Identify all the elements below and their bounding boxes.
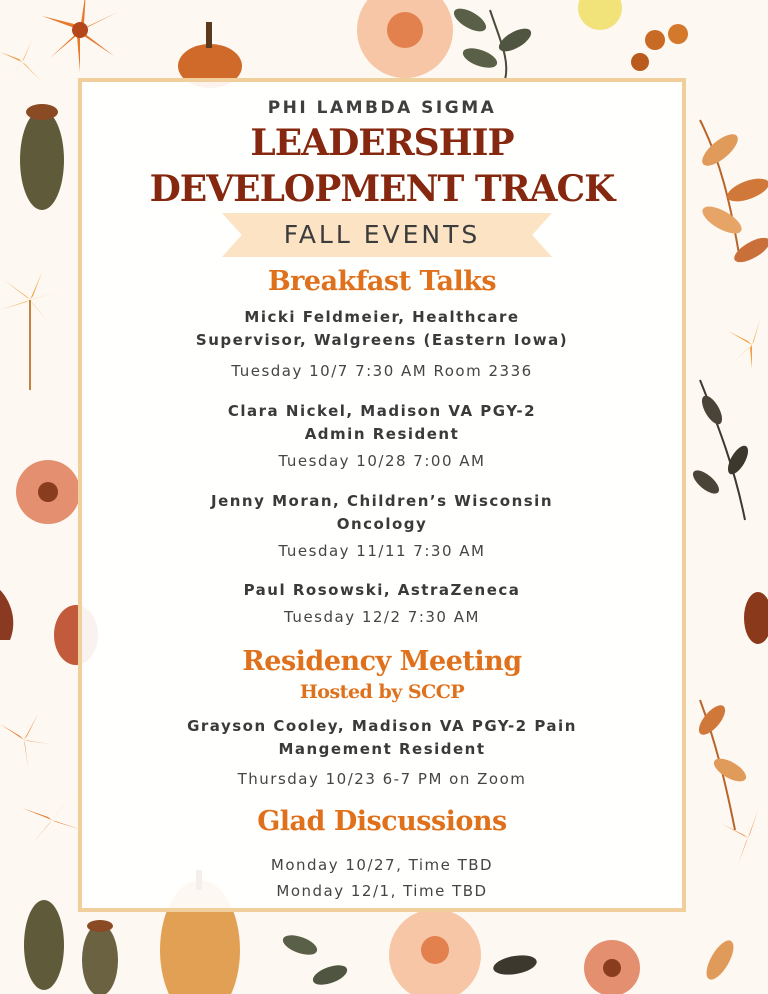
leaf-branch-icon: [492, 952, 538, 977]
orange-leaf-branch-icon: [697, 120, 768, 267]
speaker-1-line-2: Supervisor, Walgreens (Eastern Iowa): [195, 331, 569, 349]
speaker-1-line-1: Micki Feldmeier, Healthcare: [244, 308, 520, 326]
orange-flower-icon: [0, 272, 58, 390]
berries-icon: [578, 0, 688, 71]
pink-flower-icon: [584, 940, 640, 994]
orange-flower-icon: [722, 810, 768, 864]
orange-flower-icon: [42, 0, 118, 72]
residency-meeting-heading: Residency Meeting: [242, 646, 522, 677]
residency-speaker-line-1: Grayson Cooley, Madison VA PGY-2 Pain: [187, 717, 577, 735]
acorn-icon: [20, 104, 64, 210]
title-line-2: DEVELOPMENT TRACK: [149, 168, 615, 210]
speaker-1: [82, 306, 682, 352]
orange-leaf-branch-icon: [701, 936, 739, 983]
orange-flower-icon: [728, 319, 760, 369]
speaker-2-line-1: Clara Nickel, Madison VA PGY-2: [227, 402, 537, 420]
residency-speaker: [82, 715, 682, 761]
orange-leaf-branch-icon: [694, 700, 749, 830]
title-line-1: LEADERSHIP: [250, 122, 514, 164]
speaker-2: [82, 400, 682, 446]
event-panel: [78, 78, 686, 912]
talk-2-time: Tuesday 10/28 7:00 AM: [278, 452, 486, 470]
speaker-2-line-2: Admin Resident: [304, 425, 460, 443]
orange-flower-icon: [22, 794, 82, 844]
residency-time: Thursday 10/23 6-7 PM on Zoom: [237, 770, 527, 788]
speaker-4: Paul Rosowski, AstraZeneca: [243, 581, 521, 599]
leaf-branch-icon: [450, 4, 534, 80]
org-name: PHI LAMBDA SIGMA: [267, 98, 497, 118]
orange-flower-icon: [0, 40, 40, 82]
ribbon-label: FALL EVENTS: [283, 220, 481, 249]
dark-leaf-branch-icon: [689, 380, 752, 520]
residency-speaker-line-2: Mangement Resident: [278, 740, 486, 758]
residency-meeting-subheading: Hosted by SCCP: [299, 681, 465, 703]
rose-icon: [389, 909, 481, 994]
orange-flower-icon: [0, 714, 50, 768]
speaker-3: [82, 490, 682, 536]
talk-1-time: Tuesday 10/7 7:30 AM Room 2336: [231, 362, 533, 380]
leaf-branch-icon: [280, 931, 349, 988]
glad-discussions-heading: Glad Discussions: [257, 806, 507, 837]
glad-date-1: Monday 10/27, Time TBD: [270, 856, 494, 874]
acorn-icon: [24, 900, 118, 994]
pinecone-icon: [744, 592, 768, 644]
speaker-3-line-2: Oncology: [336, 515, 428, 533]
speaker-3-line-1: Jenny Moran, Children’s Wisconsin: [210, 492, 553, 510]
page-title: [82, 120, 682, 212]
talk-4-time: Tuesday 12/2 7:30 AM: [284, 608, 480, 626]
pink-flower-icon: [16, 460, 80, 524]
breakfast-talks-heading: Breakfast Talks: [267, 266, 497, 297]
rose-icon: [357, 0, 453, 78]
talk-3-time: Tuesday 11/11 7:30 AM: [278, 542, 486, 560]
glad-date-2: Monday 12/1, Time TBD: [276, 882, 488, 900]
